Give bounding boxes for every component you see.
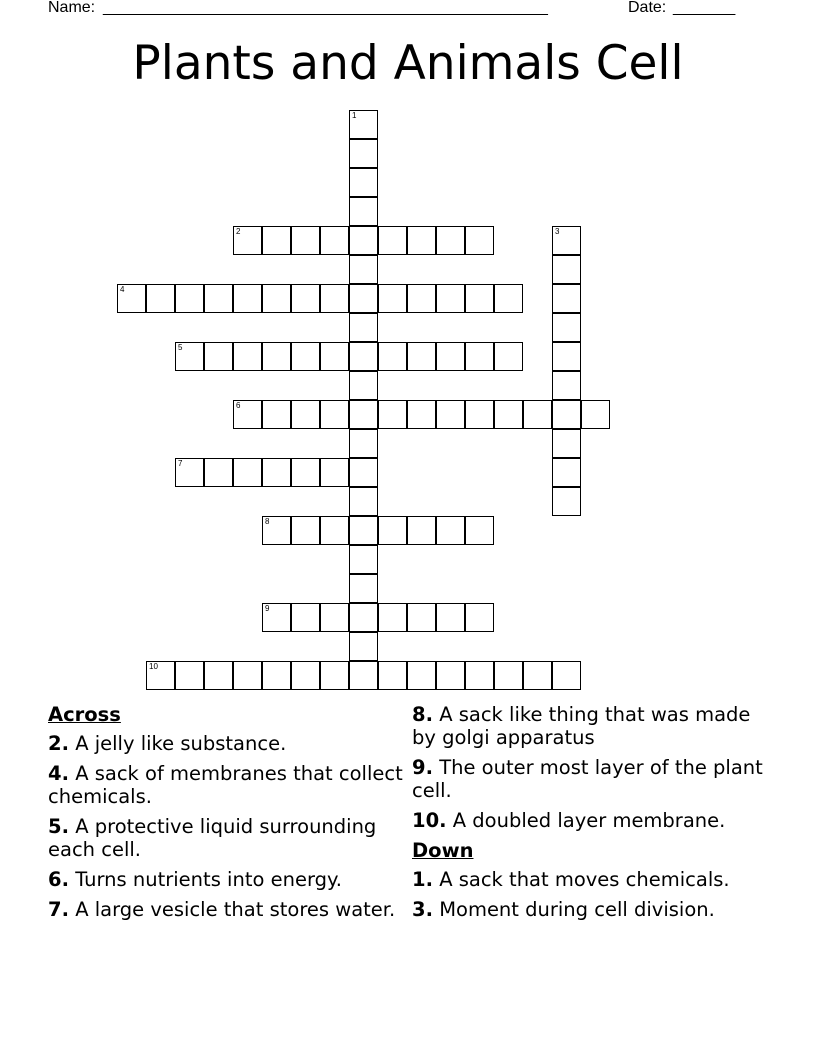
grid-cell[interactable] [552,487,581,516]
clue-number-label: 6 [236,401,241,410]
clue-text: Moment during cell division. [439,898,715,921]
clue-across-2 [48,732,408,755]
clue-across-4 [48,762,408,808]
clue-number: 5. [48,815,69,838]
grid-cell[interactable] [378,516,407,545]
grid-cell[interactable] [349,661,378,690]
grid-cell[interactable] [378,400,407,429]
clue-number-label: 1 [352,111,357,120]
clue-number: 9. [412,756,433,779]
grid-cell[interactable] [465,400,494,429]
clue-number: 10. [412,809,447,832]
clue-text: Turns nutrients into energy. [75,868,342,891]
grid-cell[interactable] [581,400,610,429]
grid-cell[interactable] [262,226,291,255]
clue-text: A sack of membranes that collect chemicals. [48,762,403,808]
grid-cell[interactable] [320,661,349,690]
grid-cell[interactable] [494,661,523,690]
grid-cell[interactable] [349,371,378,400]
grid-cell[interactable] [552,371,581,400]
grid-cell[interactable] [552,342,581,371]
grid-cell-6[interactable] [233,400,262,429]
clue-number-label: 9 [265,604,270,613]
grid-cell-3[interactable] [552,226,581,255]
grid-cell[interactable] [465,661,494,690]
clue-text: A sack like thing that was made by golgi apparatus [412,703,751,749]
grid-cell[interactable] [320,284,349,313]
clue-number-label: 7 [178,459,183,468]
grid-cell[interactable] [436,400,465,429]
grid-cell[interactable] [378,284,407,313]
grid-cell[interactable] [552,458,581,487]
grid-cell[interactable] [349,603,378,632]
clue-number-label: 3 [555,227,560,236]
clue-number-label: 8 [265,517,270,526]
clue-number: 8. [412,703,433,726]
grid-cell[interactable] [320,400,349,429]
grid-cell[interactable] [175,661,204,690]
clues-column-left [48,703,408,928]
date-line[interactable]: _______ [673,0,736,16]
grid-cell[interactable] [407,516,436,545]
grid-cell[interactable] [262,284,291,313]
grid-cell[interactable] [291,400,320,429]
grid-cell[interactable] [378,603,407,632]
grid-cell[interactable] [552,429,581,458]
grid-cell-4[interactable] [117,284,146,313]
grid-cell[interactable] [320,226,349,255]
grid-cell[interactable] [436,661,465,690]
clue-number: 1. [412,868,433,891]
clue-text: A jelly like substance. [75,732,287,755]
date-label: Date: [628,0,667,16]
grid-cell[interactable] [436,284,465,313]
grid-cell[interactable] [204,661,233,690]
grid-cell[interactable] [262,458,291,487]
grid-cell[interactable] [349,342,378,371]
grid-cell[interactable] [465,516,494,545]
grid-cell[interactable] [552,661,581,690]
grid-cell-7[interactable] [175,458,204,487]
grid-cell[interactable] [378,342,407,371]
grid-cell[interactable] [291,661,320,690]
clue-number-label: 4 [120,285,125,294]
clue-down-1 [412,868,772,891]
clue-text: A large vesicle that stores water. [75,898,396,921]
page-title: Plants and Animals Cell [132,36,684,91]
grid-cell[interactable] [465,226,494,255]
grid-cell[interactable] [436,516,465,545]
grid-cell[interactable] [175,284,204,313]
grid-cell-5[interactable] [175,342,204,371]
clue-number: 2. [48,732,69,755]
grid-cell[interactable] [291,458,320,487]
grid-cell[interactable] [349,545,378,574]
grid-cell[interactable] [349,313,378,342]
grid-cell[interactable] [552,255,581,284]
grid-cell[interactable] [436,226,465,255]
grid-cell[interactable] [523,400,552,429]
grid-cell[interactable] [291,516,320,545]
grid-cell[interactable] [204,458,233,487]
clue-text: A protective liquid surrounding each cell. [48,815,377,861]
grid-cell[interactable] [494,284,523,313]
grid-cell[interactable] [436,603,465,632]
clue-number: 4. [48,762,69,785]
grid-cell[interactable] [407,342,436,371]
grid-cell-9[interactable] [262,603,291,632]
clue-number: 7. [48,898,69,921]
grid-cell[interactable] [407,603,436,632]
grid-cell[interactable] [233,661,262,690]
grid-cell[interactable] [233,284,262,313]
grid-cell[interactable] [233,342,262,371]
grid-cell[interactable] [262,342,291,371]
clue-text: The outer most layer of the plant cell. [412,756,763,802]
clue-across-10 [412,809,772,832]
down-heading: Down [412,839,474,862]
grid-cell[interactable] [320,458,349,487]
grid-cell[interactable] [552,313,581,342]
grid-cell-1[interactable] [349,110,378,139]
clue-number-label: 10 [149,662,158,671]
clue-text: A doubled layer membrane. [452,809,726,832]
grid-cell[interactable] [407,661,436,690]
grid-cell-10[interactable] [146,661,175,690]
grid-cell[interactable] [407,226,436,255]
grid-cell[interactable] [436,342,465,371]
grid-cell[interactable] [291,603,320,632]
grid-cell[interactable] [349,516,378,545]
grid-cell[interactable] [494,400,523,429]
clue-down-3 [412,898,772,921]
grid-cell[interactable] [378,226,407,255]
clue-number-label: 5 [178,343,183,352]
clue-across-9 [412,756,772,802]
grid-cell[interactable] [349,429,378,458]
clue-across-5 [48,815,408,861]
grid-cell[interactable] [349,487,378,516]
clue-number: 3. [412,898,433,921]
grid-cell[interactable] [291,284,320,313]
clue-across-6 [48,868,408,891]
grid-cell[interactable] [407,400,436,429]
grid-cell[interactable] [349,400,378,429]
clue-text: A sack that moves chemicals. [439,868,730,891]
grid-cell[interactable] [465,603,494,632]
clues-column-right [412,703,772,928]
grid-cell[interactable] [407,284,436,313]
clue-number: 6. [48,868,69,891]
grid-cell[interactable] [349,632,378,661]
grid-cell[interactable] [523,661,552,690]
grid-cell[interactable] [291,342,320,371]
grid-cell[interactable] [204,342,233,371]
grid-cell-8[interactable] [262,516,291,545]
grid-cell[interactable] [465,342,494,371]
grid-cell[interactable] [349,197,378,226]
grid-cell[interactable] [349,284,378,313]
grid-cell[interactable] [204,284,233,313]
grid-cell[interactable] [552,284,581,313]
grid-cell[interactable] [349,458,378,487]
grid-cell[interactable] [320,516,349,545]
grid-cell[interactable] [349,139,378,168]
grid-cell[interactable] [262,400,291,429]
grid-cell[interactable] [320,342,349,371]
grid-cell[interactable] [349,168,378,197]
grid-cell[interactable] [233,458,262,487]
across-heading: Across [48,703,121,726]
grid-cell[interactable] [146,284,175,313]
grid-cell[interactable] [349,226,378,255]
grid-cell[interactable] [378,661,407,690]
grid-cell[interactable] [349,574,378,603]
clue-across-8 [412,703,772,749]
grid-cell[interactable] [262,661,291,690]
grid-cell[interactable] [465,284,494,313]
name-label: Name: [48,0,96,16]
grid-cell[interactable] [494,342,523,371]
grid-cell[interactable] [552,400,581,429]
grid-cell[interactable] [349,255,378,284]
clue-across-7 [48,898,408,921]
grid-cell[interactable] [291,226,320,255]
grid-cell-2[interactable] [233,226,262,255]
name-line[interactable]: __________________________________________________ [103,0,548,16]
clue-number-label: 2 [236,227,241,236]
grid-cell[interactable] [320,603,349,632]
